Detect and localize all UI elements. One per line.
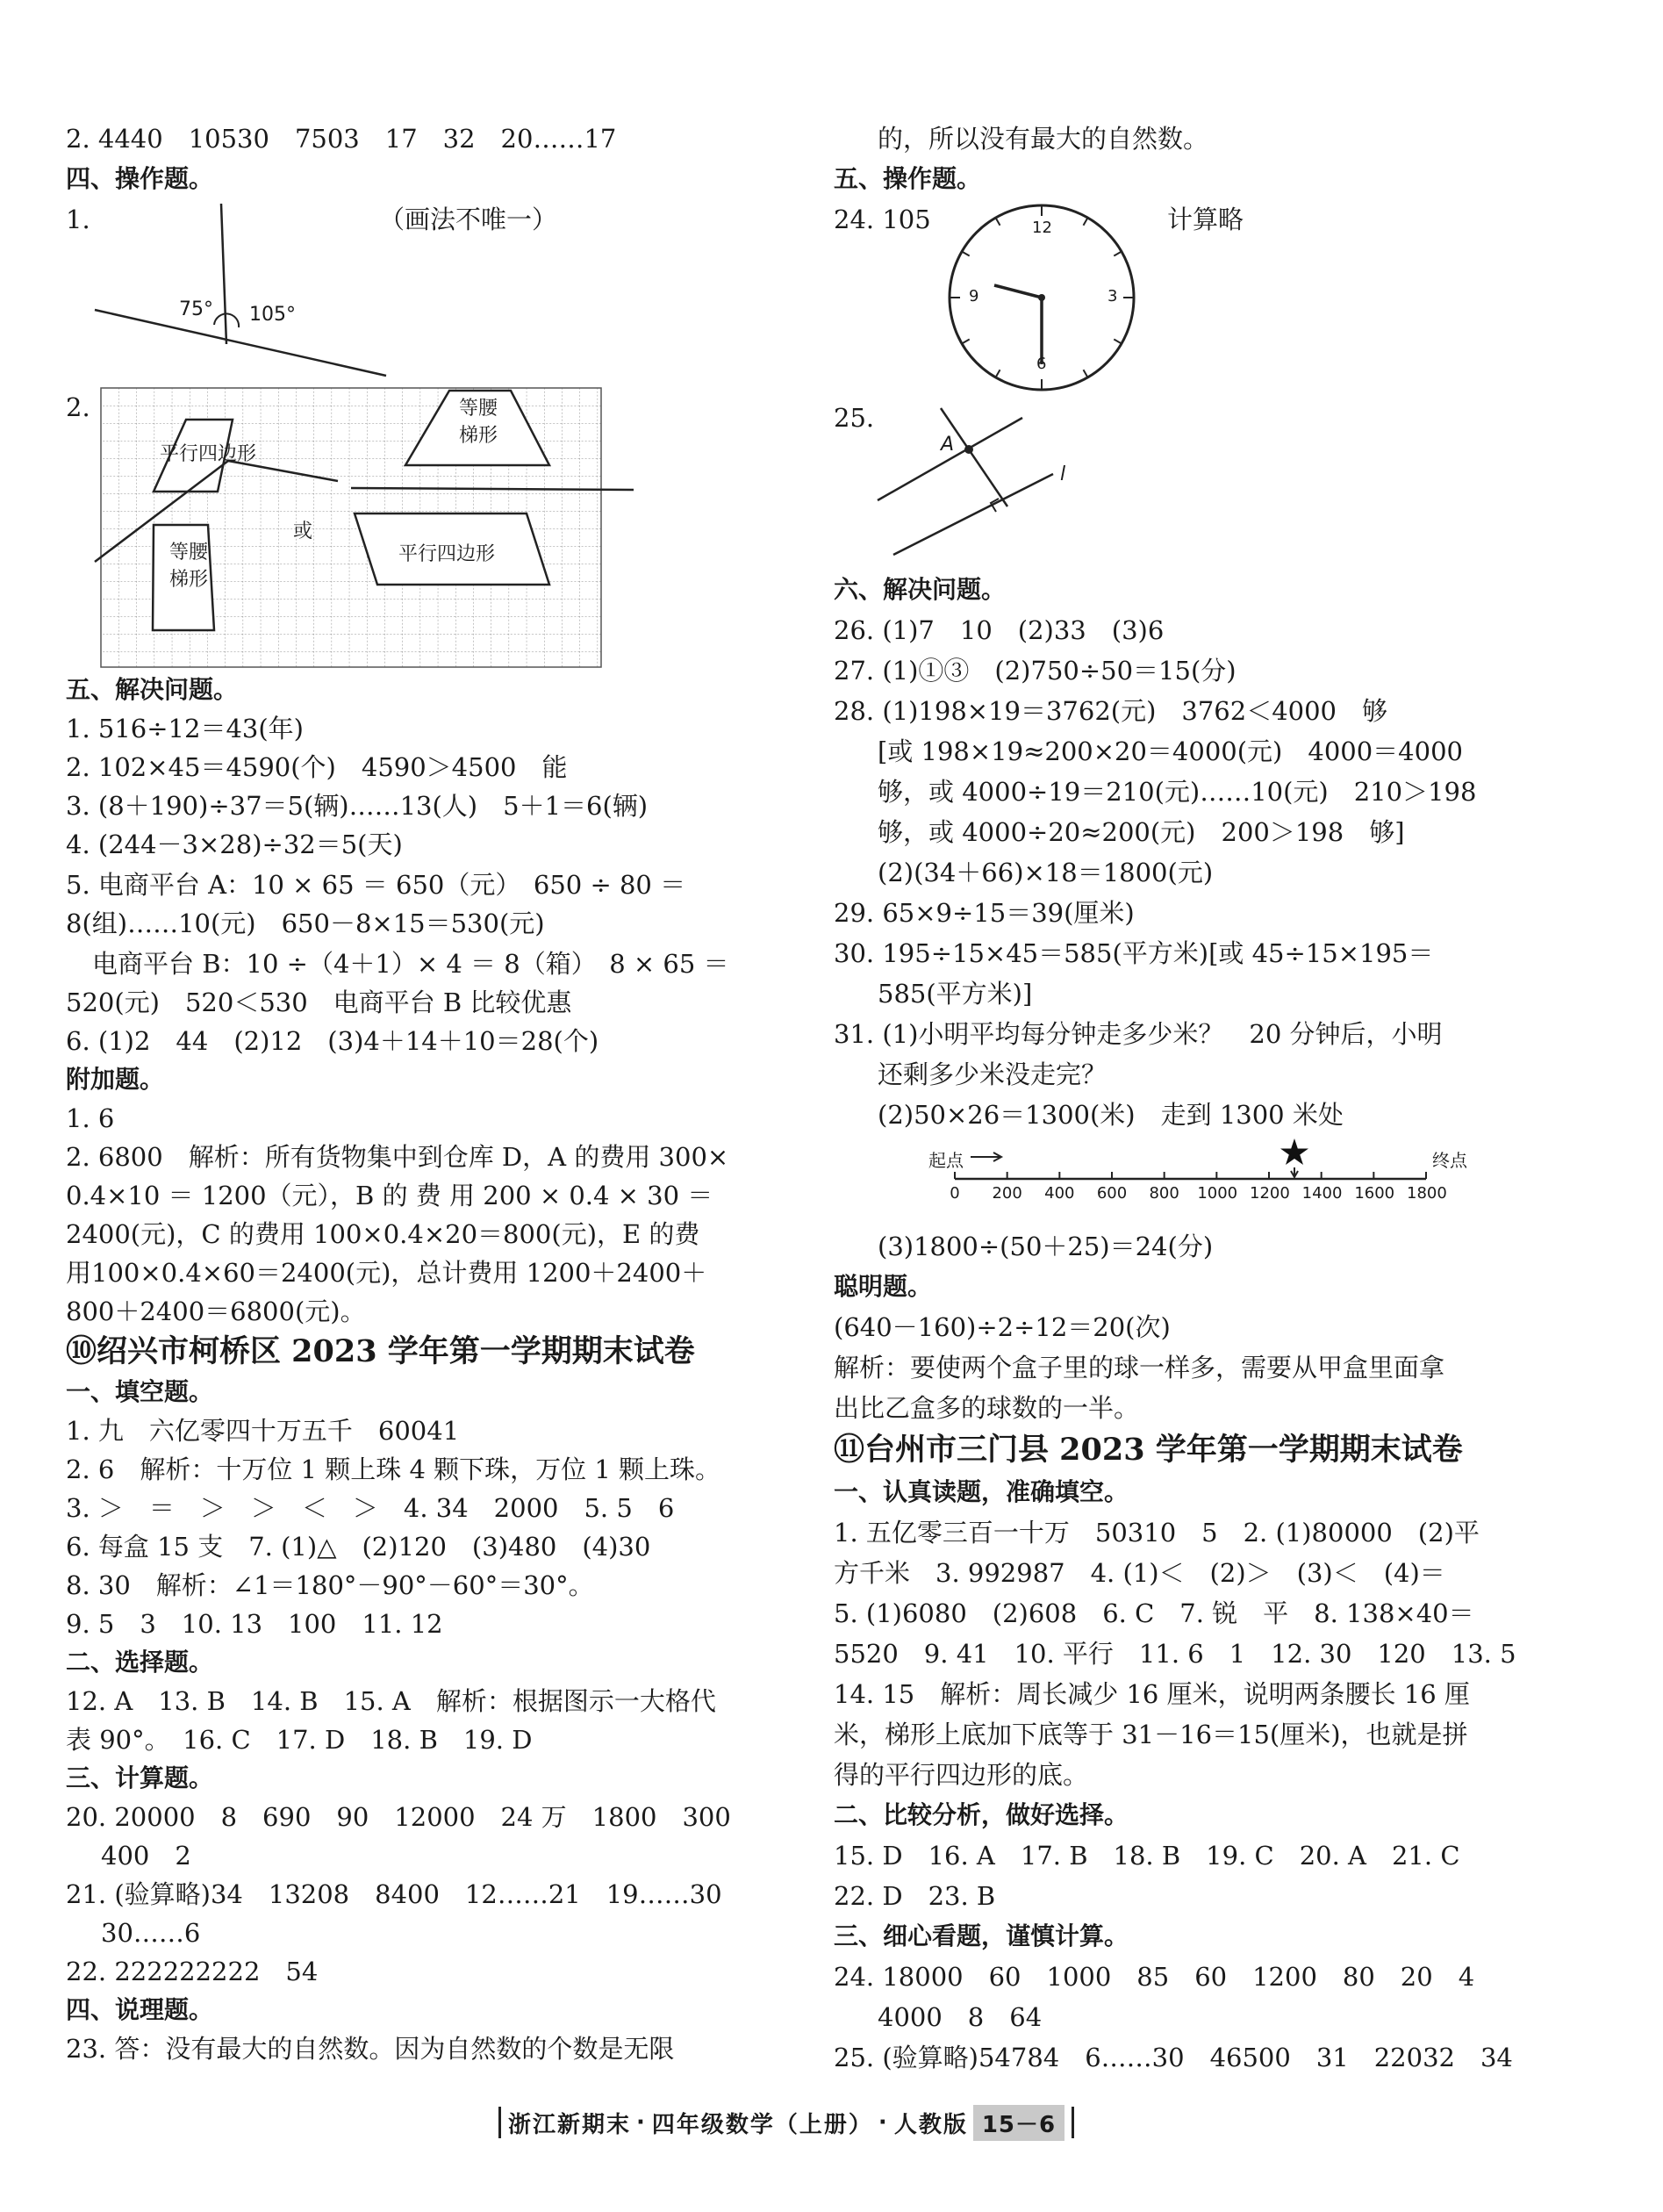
footer-edition: 人教版: [893, 2111, 968, 2138]
footer-subject: 四年级数学（上册）: [651, 2111, 873, 2138]
section-heading: 四、操作题。: [66, 164, 214, 193]
clock-numeral: 12: [1032, 219, 1052, 237]
answer-line: 5. 电商平台 A：10 × 65 ＝ 650（元） 650 ÷ 80 ＝: [66, 870, 686, 900]
answer-line: 25. (验算略)54784 6……30 46500 31 22032 34: [834, 2043, 1513, 2072]
answer-line: 2. 6 解析：十万位 1 颗上珠 4 颗下珠，万位 1 颗上珠。: [66, 1454, 721, 1484]
clock-numeral: 6: [1036, 355, 1047, 373]
answer-line: 520(元) 520＜530 电商平台 B 比较优惠: [66, 988, 572, 1017]
footer-divider: [1072, 2107, 1074, 2138]
tick-label: 1200: [1250, 1184, 1290, 1203]
answer-line: 1. 九 六亿零四十万五千 60041: [66, 1416, 460, 1446]
angle-label-75: 75°: [179, 298, 213, 320]
answer-line: (3)1800÷(50＋25)＝24(分): [878, 1232, 1214, 1261]
answer-line: 3. (8＋190)÷37＝5(辆)……13(人) 5＋1＝6(辆): [66, 791, 649, 821]
tick-label: 1000: [1197, 1184, 1238, 1203]
answer-line: 用100×0.4×60＝2400(元)，总计费用 1200＋2400＋: [66, 1258, 707, 1288]
answer-line: 31. (1)小明平均每分钟走多少米？ 20 分钟后，小明: [834, 1019, 1443, 1049]
answer-line: (2)50×26＝1300(米) 走到 1300 米处: [878, 1100, 1344, 1130]
tick-label: 800: [1149, 1184, 1179, 1203]
answer-line: 表 90°。 16. C 17. D 18. B 19. D: [66, 1725, 533, 1755]
answer-line: 够，或 4000÷19＝210(元)……10(元) 210＞198: [878, 777, 1477, 807]
section-heading: 三、计算题。: [66, 1763, 214, 1792]
section-heading: 附加题。: [66, 1065, 165, 1094]
answer-line: 电商平台 B：10 ÷（4＋1）× 4 ＝ 8（箱） 8 × 65 ＝: [92, 949, 729, 979]
answer-line: 解析：要使两个盒子里的球一样多，需要从甲盒里面拿: [834, 1353, 1445, 1382]
answer-line: 22. D 23. B: [834, 1881, 996, 1911]
answer-line: 24. 105: [834, 205, 931, 234]
tick-label: 200: [992, 1184, 1022, 1203]
star-icon: [1280, 1138, 1308, 1165]
tick-label: 0: [950, 1184, 960, 1203]
answer-line: 20. 20000 8 690 90 12000 24 万 1800 300: [66, 1802, 731, 1832]
section-heading: 一、填空题。: [66, 1377, 214, 1406]
answer-line: 30……6: [101, 1918, 201, 1948]
section-heading: 四、说理题。: [66, 1995, 214, 2024]
answer-line: 6. (1)2 44 (2)12 (3)4＋14＋10＝28(个): [66, 1026, 599, 1056]
angle-label-105: 105°: [249, 304, 296, 326]
answer-line: 800＋2400＝6800(元)。: [66, 1296, 366, 1326]
answer-line: 得的平行四边形的底。: [834, 1760, 1089, 1790]
answer-line: 0.4×10 ＝ 1200（元），B 的 费 用 200 × 0.4 × 30 ＝: [66, 1181, 713, 1210]
answer-line: 8(组)……10(元) 650－8×15＝530(元): [66, 908, 545, 938]
answer-line: 29. 65×9÷15＝39(厘米): [834, 898, 1135, 928]
answer-line: 28. (1)198×19＝3762(元) 3762＜4000 够: [834, 696, 1388, 726]
answer-line: 26. (1)7 10 (2)33 (3)6: [834, 615, 1165, 645]
or-label: 或: [293, 521, 313, 542]
answer-line: 400 2: [101, 1841, 191, 1871]
answer-line: 4000 8 64: [878, 2002, 1043, 2032]
section-heading: 二、选择题。: [66, 1648, 214, 1677]
answer-line: 的，所以没有最大的自然数。: [878, 124, 1209, 154]
tick-label: 600: [1096, 1184, 1128, 1203]
footer-divider: [498, 2107, 501, 2138]
answer-line: 585(平方米)]: [878, 979, 1033, 1009]
answer-line: 还剩多少米没走完？: [878, 1059, 1107, 1089]
number-line: [0, 0, 1, 1]
page-number: 15－6: [973, 2105, 1064, 2141]
line-label: l: [1060, 463, 1066, 485]
footer-dot: ·: [636, 2109, 647, 2136]
answer-line: 够，或 4000÷20≈200(元) 200＞198 够]: [878, 817, 1405, 847]
answer-line: 27. (1)①③ (2)750÷50＝15(分): [834, 656, 1236, 686]
answer-line: 2. 102×45＝4590(个) 4590＞4500 能: [66, 752, 568, 782]
section-heading: 二、比较分析，做好选择。: [834, 1800, 1129, 1829]
answer-line: 15. D 16. A 17. B 18. B 19. C 20. A 21. C: [834, 1841, 1460, 1871]
tick-label: 400: [1044, 1184, 1075, 1203]
note: （画法不唯一）: [379, 205, 558, 234]
answer-line: 出比乙盒多的球数的一半。: [834, 1393, 1140, 1423]
answer-line: 5520 9. 41 10. 平行 11. 6 1 12. 30 120 13. 5: [834, 1639, 1516, 1669]
question-number: 2.: [66, 392, 90, 422]
answer-line: 1. 6: [66, 1103, 115, 1133]
section-heading: 五、操作题。: [834, 164, 982, 193]
footer-brand: 浙江新期末: [508, 2111, 632, 2138]
shape-label: 等腰梯形: [168, 542, 208, 591]
shape-label: 平行四边形: [398, 543, 496, 565]
answer-line: 2. 4440 10530 7503 17 32 20……17: [66, 124, 617, 154]
page-footer: [491, 2103, 1081, 2142]
answer-line: 2. 6800 解析：所有货物集中到仓库 D，A 的费用 300×: [66, 1142, 729, 1172]
answer-line: 5. (1)6080 (2)608 6. C 7. 锐 平 8. 138×40＝: [834, 1598, 1474, 1628]
question-number: 25.: [834, 403, 875, 433]
answer-line: (640－160)÷2÷12＝20(次): [834, 1312, 1171, 1342]
tick-label: 1600: [1354, 1184, 1395, 1203]
answer-line: (2)(34＋66)×18＝1800(元): [878, 858, 1214, 887]
answer-line: 23. 答：没有最大的自然数。因为自然数的个数是无限: [66, 2034, 675, 2064]
tick-label: 1400: [1301, 1184, 1343, 1203]
answer-line: 3. ＞ ＝ ＞ ＞ ＜ ＞ 4. 34 2000 5. 5 6: [66, 1493, 675, 1523]
note: 计算略: [1167, 205, 1244, 234]
clock-numeral: 9: [969, 287, 979, 305]
answer-line: 2400(元)，C 的费用 100×0.4×20＝800(元)，E 的费: [66, 1219, 700, 1249]
shape-label: 等腰梯形: [458, 398, 498, 447]
answer-line: 8. 30 解析：∠1＝180°－90°－60°＝30°。: [66, 1570, 594, 1600]
question-number: 1.: [66, 205, 90, 234]
section-heading: 三、细心看题，谨慎计算。: [834, 1921, 1129, 1950]
shape-label: 平行四边形: [160, 443, 257, 465]
footer-dot: ·: [878, 2109, 889, 2136]
answer-line: 方千米 3. 992987 4. (1)＜ (2)＞ (3)＜ (4)＝: [834, 1558, 1445, 1588]
exam-title: ⑪台州市三门县 2023 学年第一学期期末试卷: [834, 1432, 1463, 1468]
exam-title: ⑩绍兴市柯桥区 2023 学年第一学期期末试卷: [66, 1333, 695, 1369]
answer-line: 22. 222222222 54: [66, 1957, 319, 1986]
tick-label: 1800: [1407, 1184, 1447, 1203]
answer-line: 14. 15 解析：周长减少 16 厘米，说明两条腰长 16 厘: [834, 1679, 1470, 1709]
point-label: A: [941, 434, 955, 456]
answer-line: 21. (验算略)34 13208 8400 12……21 19……30: [66, 1879, 722, 1909]
section-heading: 一、认真读题，准确填空。: [834, 1477, 1129, 1506]
start-label: 起点: [928, 1150, 964, 1171]
answer-line: [或 198×19≈200×20＝4000(元) 4000＝4000: [878, 736, 1463, 766]
answer-line: 4. (244－3×28)÷32＝5(天): [66, 830, 403, 859]
section-heading: 六、解决问题。: [834, 575, 1007, 604]
section-heading: 五、解决问题。: [66, 675, 239, 704]
answer-line: 1. 五亿零三百一十万 50310 5 2. (1)80000 (2)平: [834, 1518, 1480, 1548]
answer-line: 米，梯形上底加下底等于 31－16＝15(厘米)，也就是拼: [834, 1720, 1468, 1749]
answer-line: 1. 516÷12＝43(年): [66, 714, 304, 743]
answer-line: 12. A 13. B 14. B 15. A 解析：根据图示一大格代: [66, 1686, 716, 1716]
section-heading: 聪明题。: [834, 1272, 933, 1301]
answer-line: 6. 每盒 15 支 7. (1)△ (2)120 (3)480 (4)30: [66, 1532, 651, 1562]
clock-numeral: 3: [1107, 287, 1118, 305]
end-label: 终点: [1432, 1150, 1467, 1171]
answer-line: 30. 195÷15×45＝585(平方米)[或 45÷15×195＝: [834, 938, 1434, 968]
answer-line: 9. 5 3 10. 13 100 11. 12: [66, 1609, 443, 1639]
answer-line: 24. 18000 60 1000 85 60 1200 80 20 4: [834, 1962, 1475, 1992]
